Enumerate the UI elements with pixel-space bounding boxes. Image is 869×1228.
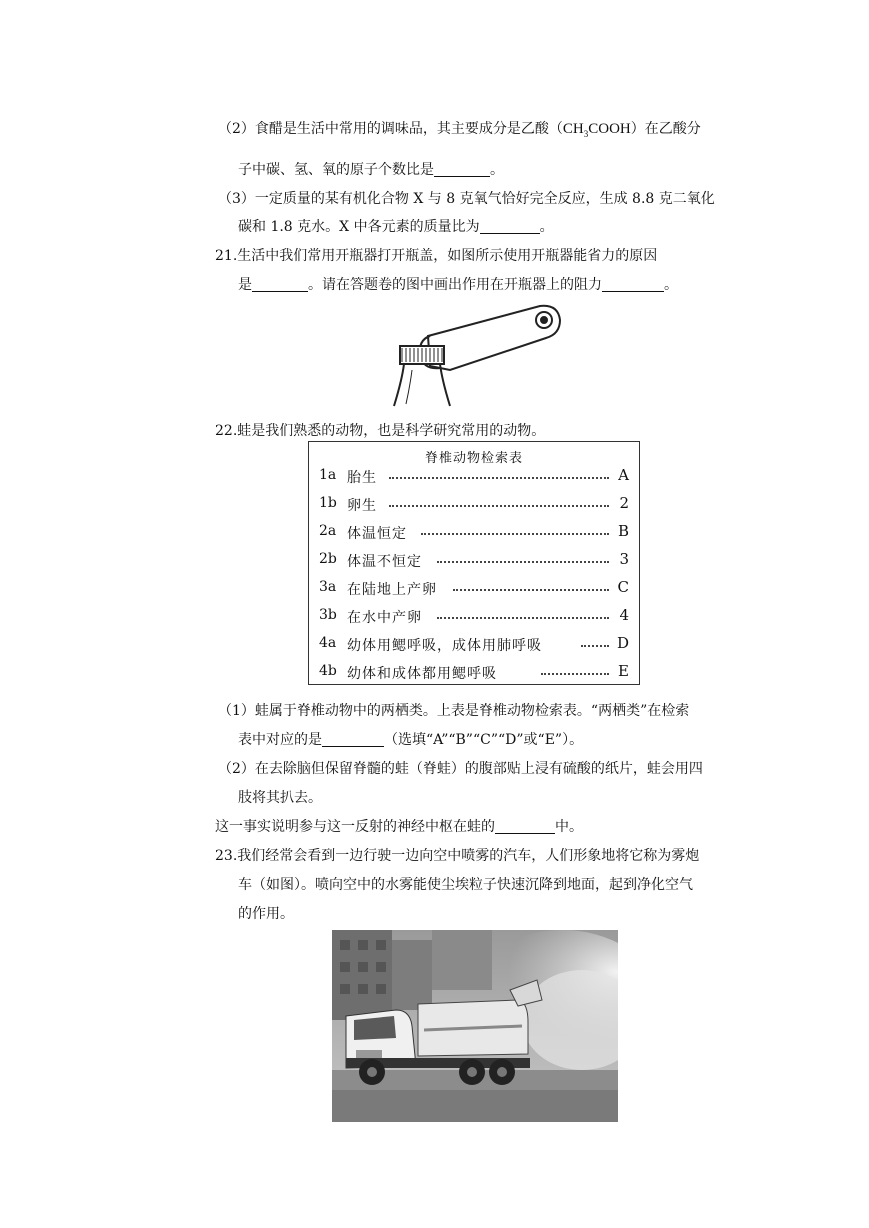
answer-blank[interactable] <box>252 277 308 292</box>
table-row: 2a 体温恒定 B <box>319 522 629 542</box>
q23-line1: 23.我们经常会看到一边行驶一边向空中喷雾的汽车，人们形象地将它称为雾炮 <box>215 848 700 864</box>
answer-blank[interactable] <box>602 277 664 292</box>
q22-part1-line1: （1）蛙属于脊椎动物中的两栖类。上表是脊椎动物检索表。“两栖类”在检索 <box>218 703 690 719</box>
table-row: 3a 在陆地上产卵 C <box>319 578 629 598</box>
table-row: 4b 幼体和成体都用鳃呼吸 E <box>319 662 629 682</box>
answer-blank[interactable] <box>434 162 490 177</box>
answer-blank[interactable] <box>495 819 555 834</box>
table-row: 3b 在水中产卵 4 <box>319 606 629 626</box>
q22-intro: 22.蛙是我们熟悉的动物，也是科学研究常用的动物。 <box>215 423 546 439</box>
q22-part1-line2: 表中对应的是 （选填“A”“B”“C”“D”或“E”）。 <box>238 732 584 748</box>
acetic-acid-formula: $CH_3COOH$ <box>562 121 631 139</box>
q21-line1: 21.生活中我们常用开瓶器打开瓶盖，如图所示使用开瓶器能省力的原因 <box>215 248 658 264</box>
q21-line2: 是 。请在答题卷的图中画出作用在开瓶器上的阻力 。 <box>238 277 678 293</box>
q20-part3-line2: 碳和 1.8 克水。X 中各元素的质量比为 。 <box>238 219 554 235</box>
table-row: 1a 胎生 A <box>319 466 629 486</box>
answer-blank[interactable] <box>480 219 540 234</box>
vertebrate-key-table <box>308 441 640 685</box>
q22-part2-line2: 肢将其扒去。 <box>238 790 322 806</box>
table-row: 1b 卵生 2 <box>319 494 629 514</box>
q23-line3: 的作用。 <box>238 906 294 922</box>
q20-part2-line1: （2）食醋是生活中常用的调味品，其主要成分是乙酸$(CH_3COOH)$在乙酸分 <box>218 121 701 139</box>
table-row: 4a 幼体用鳃呼吸，成体用肺呼吸 D <box>319 634 629 654</box>
q20-part3-line1: （3）一定质量的某有机化合物 X 与 8 克氧气恰好完全反应，生成 8.8 克二氧化 <box>218 191 715 207</box>
q20-part2-line2: 子中碳、氢、氧的原子个数比是 。 <box>238 162 504 178</box>
answer-blank[interactable] <box>322 732 384 747</box>
q23-line2: 车（如图）。喷向空中的水雾能使尘埃粒子快速沉降到地面，起到净化空气 <box>238 877 693 893</box>
mist-cannon-truck-photo <box>332 930 618 1122</box>
q22-part2-line1: （2）在去除脑但保留脊髓的蛙（脊蛙）的腹部贴上浸有硫酸的纸片，蛙会用四 <box>218 761 703 777</box>
q22-part2-line3: 这一事实说明参与这一反射的神经中枢在蛙的 中。 <box>215 819 583 835</box>
table-title: 脊椎动物检索表 <box>424 451 523 466</box>
bottle-opener-figure <box>390 300 570 408</box>
table-row: 2b 体温不恒定 3 <box>319 550 629 570</box>
